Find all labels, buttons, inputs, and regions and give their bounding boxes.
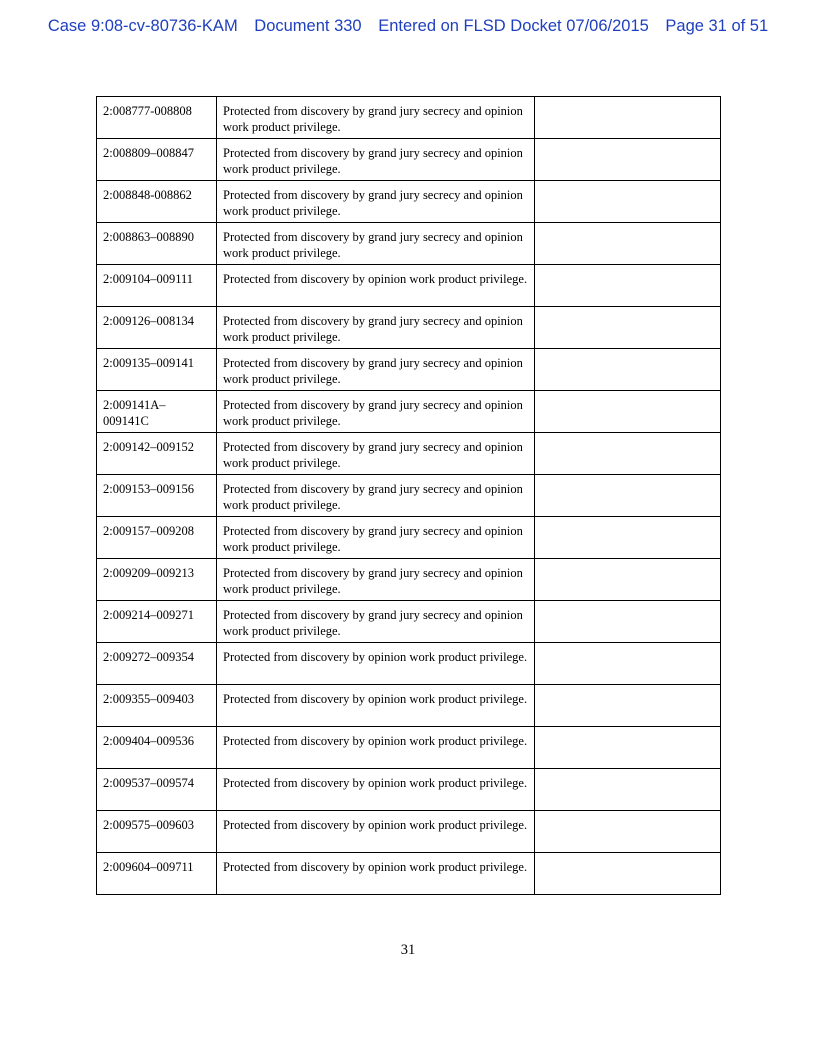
bates-range-cell: 2:009604–009711 [97,853,217,895]
table-row [97,811,721,853]
description-cell: Protected from discovery by opinion work product privilege. [217,853,535,895]
table-row [97,265,721,307]
bates-range-cell: 2:008777-008808 [97,97,217,139]
notes-cell [535,97,721,139]
case-header [0,17,816,36]
bates-range-cell: 2:008848-008862 [97,181,217,223]
bates-range-cell: 2:009214–009271 [97,601,217,643]
table-row [97,181,721,223]
bates-range-cell: 2:009141A–009141C [97,391,217,433]
notes-cell [535,643,721,685]
table-row [97,223,721,265]
notes-cell [535,601,721,643]
table-row [97,601,721,643]
bates-range-cell: 2:009537–009574 [97,769,217,811]
description-cell: Protected from discovery by grand jury secrecy and opinion work product privilege. [217,391,535,433]
description-cell: Protected from discovery by grand jury secrecy and opinion work product privilege. [217,517,535,559]
bates-range-cell: 2:009404–009536 [97,727,217,769]
bates-range-cell: 2:008809–008847 [97,139,217,181]
description-cell: Protected from discovery by grand jury secrecy and opinion work product privilege. [217,601,535,643]
bates-range-cell: 2:009126–008134 [97,307,217,349]
bates-range-cell: 2:009272–009354 [97,643,217,685]
notes-cell [535,853,721,895]
table-row [97,559,721,601]
table-row [97,769,721,811]
notes-cell [535,475,721,517]
bates-range-cell: 2:009104–009111 [97,265,217,307]
page-number: 31 [400,942,416,958]
notes-cell [535,265,721,307]
table-row [97,685,721,727]
table-row [97,727,721,769]
notes-cell [535,727,721,769]
description-cell: Protected from discovery by grand jury secrecy and opinion work product privilege. [217,559,535,601]
description-cell: Protected from discovery by opinion work product privilege. [217,811,535,853]
description-cell: Protected from discovery by opinion work product privilege. [217,769,535,811]
bates-range-cell: 2:009153–009156 [97,475,217,517]
privilege-log-table [96,96,721,895]
docket-entry: Entered on FLSD Docket 07/06/2015 [378,17,649,35]
description-cell: Protected from discovery by grand jury secrecy and opinion work product privilege. [217,307,535,349]
page-count: Page 31 of 51 [665,17,769,35]
description-cell: Protected from discovery by opinion work product privilege. [217,727,535,769]
notes-cell [535,811,721,853]
bates-range-cell: 2:009355–009403 [97,685,217,727]
table-row [97,433,721,475]
description-cell: Protected from discovery by grand jury secrecy and opinion work product privilege. [217,349,535,391]
case-number: Case 9:08-cv-80736-KAM [47,17,238,35]
bates-range-cell: 2:009142–009152 [97,433,217,475]
bates-range-cell: 2:009157–009208 [97,517,217,559]
notes-cell [535,685,721,727]
notes-cell [535,349,721,391]
table-row [97,139,721,181]
table-row [97,349,721,391]
notes-cell [535,391,721,433]
notes-cell [535,307,721,349]
table-row [97,853,721,895]
notes-cell [535,433,721,475]
notes-cell [535,181,721,223]
table-row [97,307,721,349]
description-cell: Protected from discovery by opinion work product privilege. [217,685,535,727]
bates-range-cell: 2:009575–009603 [97,811,217,853]
description-cell: Protected from discovery by grand jury secrecy and opinion work product privilege. [217,433,535,475]
table-row [97,475,721,517]
notes-cell [535,223,721,265]
document-number: Document 330 [254,17,362,35]
description-cell: Protected from discovery by grand jury secrecy and opinion work product privilege. [217,475,535,517]
notes-cell [535,559,721,601]
description-cell: Protected from discovery by opinion work product privilege. [217,265,535,307]
description-cell: Protected from discovery by grand jury secrecy and opinion work product privilege. [217,139,535,181]
notes-cell [535,769,721,811]
table-row [97,643,721,685]
table-row [97,391,721,433]
bates-range-cell: 2:008863–008890 [97,223,217,265]
table-row [97,97,721,139]
notes-cell [535,517,721,559]
bates-range-cell: 2:009209–009213 [97,559,217,601]
description-cell: Protected from discovery by grand jury secrecy and opinion work product privilege. [217,223,535,265]
description-cell: Protected from discovery by grand jury secrecy and opinion work product privilege. [217,181,535,223]
bates-range-cell: 2:009135–009141 [97,349,217,391]
notes-cell [535,139,721,181]
privilege-log-body [97,97,721,895]
table-row [97,517,721,559]
description-cell: Protected from discovery by grand jury secrecy and opinion work product privilege. [217,97,535,139]
description-cell: Protected from discovery by opinion work product privilege. [217,643,535,685]
